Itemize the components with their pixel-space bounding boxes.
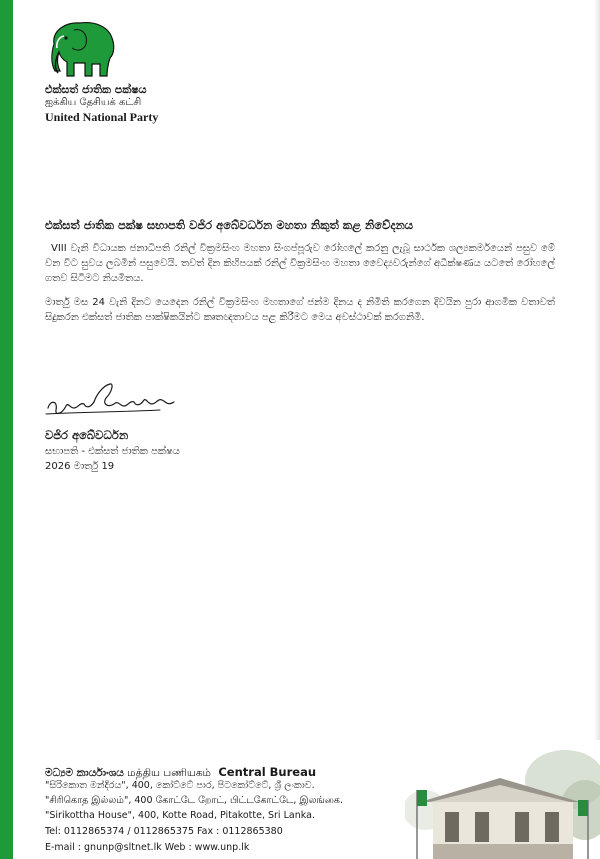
party-name-sinhala: එක්සත් ජාතික පක්ෂය <box>45 83 147 96</box>
page-edge-shadow <box>594 0 600 859</box>
address-tamil: "சிரிகொத இல்லம்", 400 கோட்டே றோட், பிட்டகோட்டே, இலங்கை. <box>45 795 343 806</box>
signer-role: සභාපති - එක්සත් ජාතික පක්ෂය <box>45 446 180 457</box>
bureau-sinhala: මධ්‍යම කාර්යාංශය <box>45 767 124 779</box>
party-name-english: United National Party <box>45 110 159 124</box>
statement-paragraph-1: VIII වැනි විධායක ජනාධිපති රනිල් වික්‍රමසිංහ මහතා සිංගප්පූරුව රෝහලේ කරනු ලැබූ සාර්ථක ශල්‍යකර්මයෙන් පසුව මේ වන විට සුවය ලබමින් පසුවෙයි. තවත් දින කිහිපයක් රනිල් වික්‍රමසිංහ මහතා වෛද්‍යවරුන්ගේ අධීක්ෂණය යටතේ රෝහලේ ගතව සිටීමට නියමිතය. <box>45 243 555 284</box>
address-sinhala: "සිරිකොත මන්දිරය", 400, කෝට්ටේ පාර, පිටකෝට්ටේ, ශ්‍රී ලංකාව. <box>45 780 315 791</box>
party-name-tamil: ஐக்கிய தேசியக் கட்சி <box>45 97 142 108</box>
sirikotha-building-image <box>405 740 600 859</box>
elephant-icon <box>44 18 118 80</box>
address-english: "Sirikottha House", 400, Kotte Road, Pitakotte, Sri Lanka. <box>45 810 315 821</box>
phone-fax-line: Tel: 0112865374 / 0112865375 Fax : 0112865380 <box>45 826 283 837</box>
handwritten-signature <box>40 378 190 428</box>
statement-title: එක්සත් ජාතික පක්ෂ සභාපති වජිර අබේවර්ධන මහතා නිකුත් කළ නිවේදනය <box>45 218 414 232</box>
green-margin-bar <box>0 0 13 859</box>
bureau-english: Central Bureau <box>218 765 317 779</box>
email-web-line: E-mail : gnunp@sltnet.lk Web : www.unp.lk <box>45 842 250 853</box>
statement-date: 2026 මාර්තු 19 <box>45 461 115 472</box>
central-bureau-heading <box>45 765 316 780</box>
signer-name: වජිර අබේවර්ධන <box>45 428 129 442</box>
statement-paragraph-2: මාර්තු මස 24 වැනි දිනට යෙදෙන රනිල් වික්‍රමසිංහ මහතාගේ ජන්ම දිනය ද නිමිති කරගෙන දිවයින පුරා ආගමික වතාවත් සිදුකරන එක්සත් ජාතික පාක්ෂිකයින්ට කෘතඥතාවය පළ කිරීමට මෙය අවස්ථාවක් කරගනිමි. <box>45 297 555 323</box>
bureau-tamil: மத்திய பணியகம் <box>127 767 211 779</box>
